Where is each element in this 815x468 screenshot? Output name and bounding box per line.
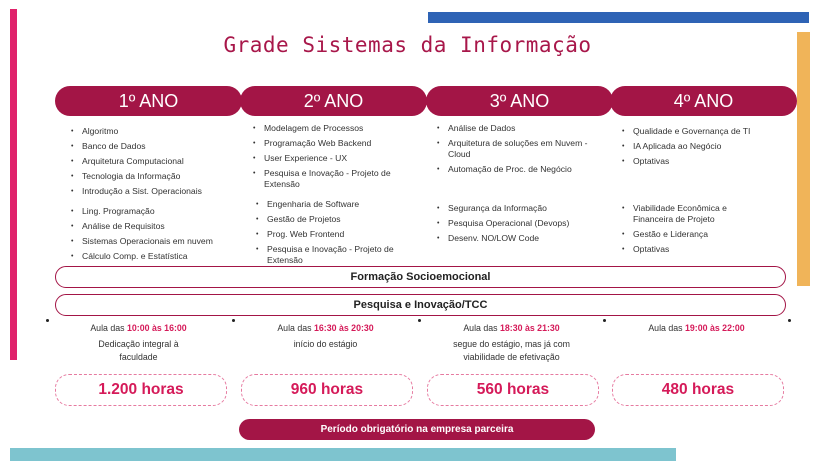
blue-top-bar xyxy=(428,12,809,23)
subject-item: • Programação Web Backend xyxy=(252,138,412,149)
subject-item: • User Experience - UX xyxy=(252,153,412,164)
schedule-time: 10:00 às 16:00 xyxy=(127,323,187,333)
subject-item: • Pesquisa Operacional (Devops) xyxy=(436,218,601,229)
teal-bottom-bar xyxy=(10,448,676,461)
year-3-pill: 3º ANO xyxy=(426,86,613,116)
schedule-note: viabilidade de efetivação xyxy=(463,352,560,362)
subject-item: • Automação de Proc. de Negócio xyxy=(436,164,596,175)
subject-item: • Optativas xyxy=(621,244,761,255)
schedule-time: 18:30 às 21:30 xyxy=(500,323,560,333)
schedule-time: 16:30 às 20:30 xyxy=(314,323,374,333)
subject-item: • Algoritmo xyxy=(70,126,240,137)
subject-item: • Arquitetura de soluções em Nuvem - Cloud xyxy=(436,138,596,160)
subject-item: • Sistemas Operacionais em nuvem xyxy=(70,236,240,247)
schedule-note: faculdade xyxy=(119,352,158,362)
schedule-note: início do estágio xyxy=(293,339,358,349)
subject-item: • IA Aplicada ao Negócio xyxy=(621,141,781,152)
year-2-group-1 xyxy=(252,123,412,194)
year-4-pill: 4º ANO xyxy=(610,86,797,116)
subject-item: • Qualidade e Governança de TI xyxy=(621,126,781,137)
orange-side-bar xyxy=(797,32,810,286)
schedule-prefix: Aula das xyxy=(648,323,685,333)
year-1-group-2 xyxy=(70,206,240,266)
subject-item: • Gestão e Liderança xyxy=(621,229,761,240)
hours-year-3: 560 horas xyxy=(427,374,599,406)
year-3-group-1 xyxy=(436,123,596,179)
subject-item: • Engenharia de Software xyxy=(255,199,415,210)
schedule-time: 19:00 às 22:00 xyxy=(685,323,745,333)
schedule-note: Dedicação integral à xyxy=(98,339,179,349)
subject-item: • Introdução a Sist. Operacionais xyxy=(70,186,240,197)
page-title: Grade Sistemas da Informação xyxy=(223,33,592,57)
subject-item: • Pesquisa e Inovação - Projeto de Extensão xyxy=(255,244,415,266)
year-1-pill: 1º ANO xyxy=(55,86,242,116)
subject-item: • Prog. Web Frontend xyxy=(255,229,415,240)
subject-item: • Viabilidade Econômica e Financeira de Projeto xyxy=(621,203,761,225)
schedule-year-2 xyxy=(232,322,419,351)
subject-item: • Arquitetura Computacional xyxy=(70,156,240,167)
subject-item: • Modelagem de Processos xyxy=(252,123,412,134)
schedule-time-line xyxy=(45,322,232,335)
schedule-note: segue do estágio, mas já com xyxy=(453,339,570,349)
hours-year-2: 960 horas xyxy=(241,374,413,406)
year-1-group-1 xyxy=(70,126,240,201)
schedule-year-3 xyxy=(418,322,605,364)
hours-year-4: 480 horas xyxy=(612,374,784,406)
pink-side-bar xyxy=(10,9,17,360)
socioemotional-band: Formação Socioemocional xyxy=(55,266,786,288)
subject-item: • Cálculo Comp. e Estatística xyxy=(70,251,240,262)
subject-item: • Tecnologia da Informação xyxy=(70,171,240,182)
year-2-pill: 2º ANO xyxy=(240,86,427,116)
schedule-prefix: Aula das xyxy=(277,323,314,333)
subject-item: • Desenv. NO/LOW Code xyxy=(436,233,601,244)
tcc-band: Pesquisa e Inovação/TCC xyxy=(55,294,786,316)
year-4-group-2 xyxy=(621,203,761,259)
subject-item: • Optativas xyxy=(621,156,781,167)
subject-item: • Análise de Requisitos xyxy=(70,221,240,232)
year-2-group-2 xyxy=(255,199,415,270)
schedule-year-1 xyxy=(45,322,232,364)
subject-item: • Segurança da Informação xyxy=(436,203,601,214)
subject-item: • Pesquisa e Inovação - Projeto de Extensão xyxy=(252,168,412,190)
subject-item: • Banco de Dados xyxy=(70,141,240,152)
schedule-prefix: Aula das xyxy=(90,323,127,333)
subject-item: • Análise de Dados xyxy=(436,123,596,134)
year-3-group-2 xyxy=(436,203,601,248)
internship-period-banner: Período obrigatório na empresa parceira xyxy=(239,419,595,440)
subject-item: • Gestão de Projetos xyxy=(255,214,415,225)
schedule-prefix: Aula das xyxy=(463,323,500,333)
year-4-group-1 xyxy=(621,126,781,171)
schedule-year-4 xyxy=(603,322,790,335)
subject-item: • Ling. Programação xyxy=(70,206,240,217)
schedule-time-line xyxy=(232,322,419,335)
schedule-time-line xyxy=(418,322,605,335)
schedule-time-line xyxy=(603,322,790,335)
hours-year-1: 1.200 horas xyxy=(55,374,227,406)
